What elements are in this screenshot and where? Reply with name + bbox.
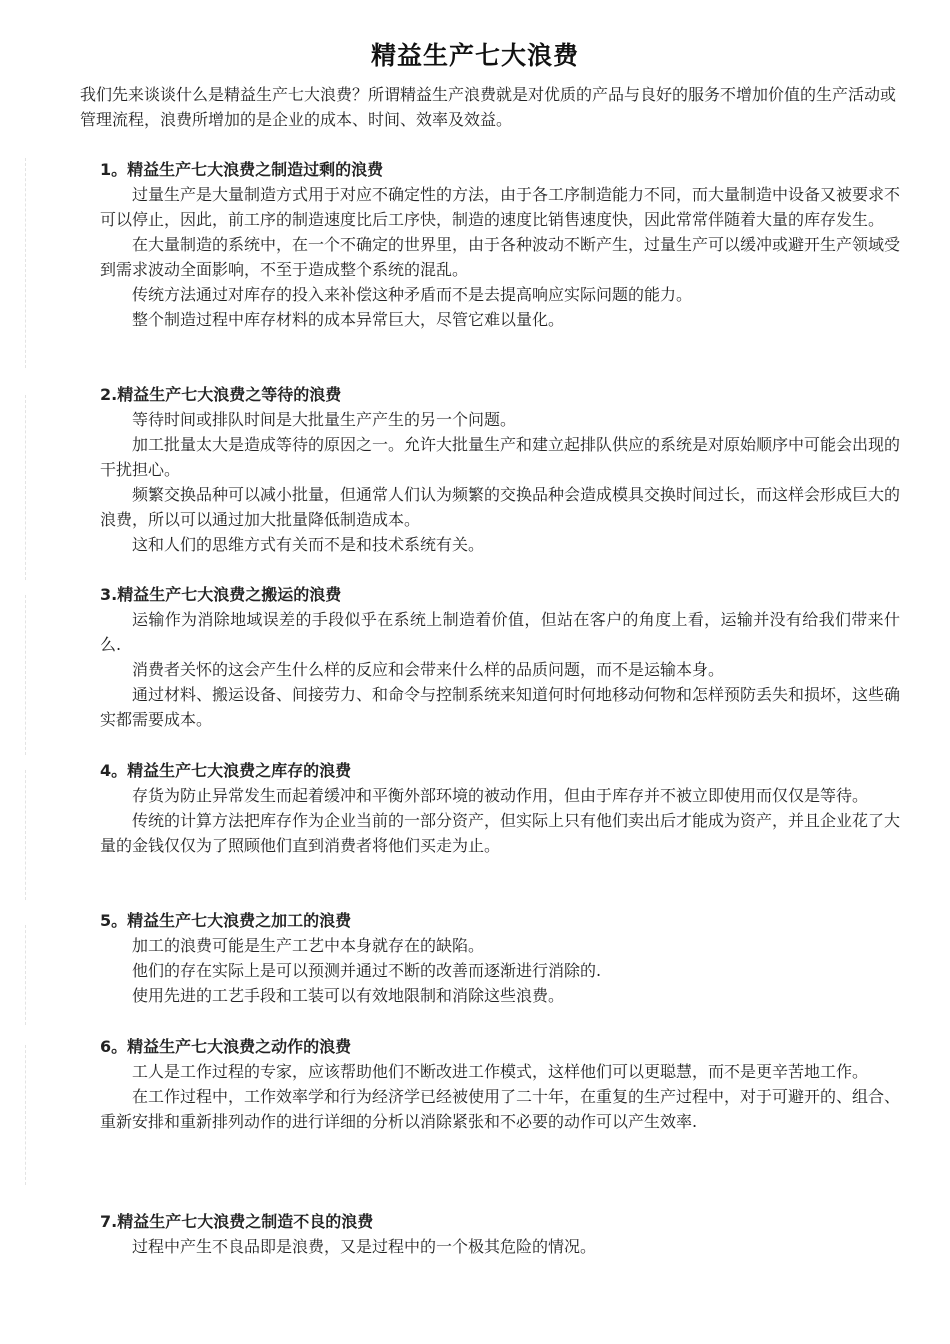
paragraph: 传统的计算方法把库存作为企业当前的一部分资产，但实际上只有他们卖出后才能成为资产，并且企业花了大量的金钱仅仅为了照顾他们直到消费者将他们买走为止。	[100, 811, 901, 855]
section-4	[100, 758, 900, 858]
paragraph: 使用先进的工艺手段和工装可以有效地限制和消除这些浪费。	[132, 986, 565, 1005]
margin-mark	[25, 158, 28, 368]
paragraph: 在工作过程中，工作效率学和行为经济学已经被使用了二十年，在重复的生产过程中，对于可避开的、组合、重新安排和重新排列动作的进行详细的分析以消除紧张和不必要的动作可以产生效率.	[100, 1087, 901, 1131]
section-1	[100, 157, 900, 332]
paragraph: 这和人们的思维方式有关而不是和技术系统有关。	[132, 535, 485, 554]
section-heading: 3.精益生产七大浪费之搬运的浪费	[100, 585, 342, 604]
section-heading: 5。精益生产七大浪费之加工的浪费	[100, 911, 352, 930]
paragraph: 他们的存在实际上是可以预测并通过不断的改善而逐渐进行消除的.	[132, 961, 602, 980]
section-5	[100, 908, 900, 1008]
paragraph: 消费者关怀的这会产生什么样的反应和会带来什么样的品质问题，而不是运输本身。	[132, 660, 725, 679]
intro-paragraph: 我们先来谈谈什么是精益生产七大浪费？所谓精益生产浪费就是对优质的产品与良好的服务不增加价值的生产活动或管理流程，浪费所增加的是企业的成本、时间、效率及效益。	[80, 85, 897, 129]
section-heading: 4。精益生产七大浪费之库存的浪费	[100, 761, 352, 780]
paragraph: 加工的浪费可能是生产工艺中本身就存在的缺陷。	[132, 936, 485, 955]
section-6	[100, 1034, 900, 1134]
section-2	[100, 382, 900, 557]
margin-mark	[25, 595, 28, 755]
paragraph: 存货为防止异常发生而起着缓冲和平衡外部环境的被动作用，但由于库存并不被立即使用而仅仅是等待。	[132, 786, 869, 805]
section-3	[100, 582, 900, 732]
paragraph: 在大量制造的系统中，在一个不确定的世界里，由于各种波动不断产生，过量生产可以缓冲或避开生产领域受到需求波动全面影响，不至于造成整个系统的混乱。	[100, 235, 901, 279]
section-heading: 2.精益生产七大浪费之等待的浪费	[100, 385, 342, 404]
margin-mark	[25, 395, 28, 580]
paragraph: 工人是工作过程的专家，应该帮助他们不断改进工作模式，这样他们可以更聪慧，而不是更辛苦地工作。	[132, 1062, 869, 1081]
margin-mark	[25, 925, 28, 1025]
paragraph: 传统方法通过对库存的投入来补偿这种矛盾而不是去提高响应实际问题的能力。	[132, 285, 693, 304]
paragraph: 过量生产是大量制造方式用于对应不确定性的方法，由于各工序制造能力不同，而大量制造中设备又被要求不可以停止，因此，前工序的制造速度比后工序快，制造的速度比销售速度快，因此常常伴随着大量的库存发生。	[100, 185, 901, 229]
margin-mark	[25, 1045, 28, 1185]
paragraph: 过程中产生不良品即是浪费，又是过程中的一个极其危险的情况。	[132, 1237, 597, 1256]
section-heading: 6。精益生产七大浪费之动作的浪费	[100, 1037, 352, 1056]
paragraph: 整个制造过程中库存材料的成本异常巨大，尽管它难以量化。	[132, 310, 565, 329]
paragraph: 等待时间或排队时间是大批量生产产生的另一个问题。	[132, 410, 517, 429]
section-7	[100, 1209, 900, 1259]
document-title: 精益生产七大浪费	[370, 41, 579, 70]
paragraph: 运输作为消除地域误差的手段似乎在系统上制造着价值，但站在客户的角度上看，运输并没有给我们带来什么.	[100, 610, 900, 654]
paragraph: 加工批量太大是造成等待的原因之一。允许大批量生产和建立起排队供应的系统是对原始顺序中可能会出现的干扰担心。	[100, 435, 901, 479]
paragraph: 频繁交换品种可以减小批量，但通常人们认为频繁的交换品种会造成模具交换时间过长，而这样会形成巨大的浪费，所以可以通过加大批量降低制造成本。	[100, 485, 901, 529]
margin-mark	[25, 770, 28, 900]
section-heading: 7.精益生产七大浪费之制造不良的浪费	[100, 1212, 374, 1231]
section-heading: 1。精益生产七大浪费之制造过剩的浪费	[100, 160, 384, 179]
paragraph: 通过材料、搬运设备、间接劳力、和命令与控制系统来知道何时何地移动何物和怎样预防丢失和损坏，这些确实都需要成本。	[100, 685, 901, 729]
